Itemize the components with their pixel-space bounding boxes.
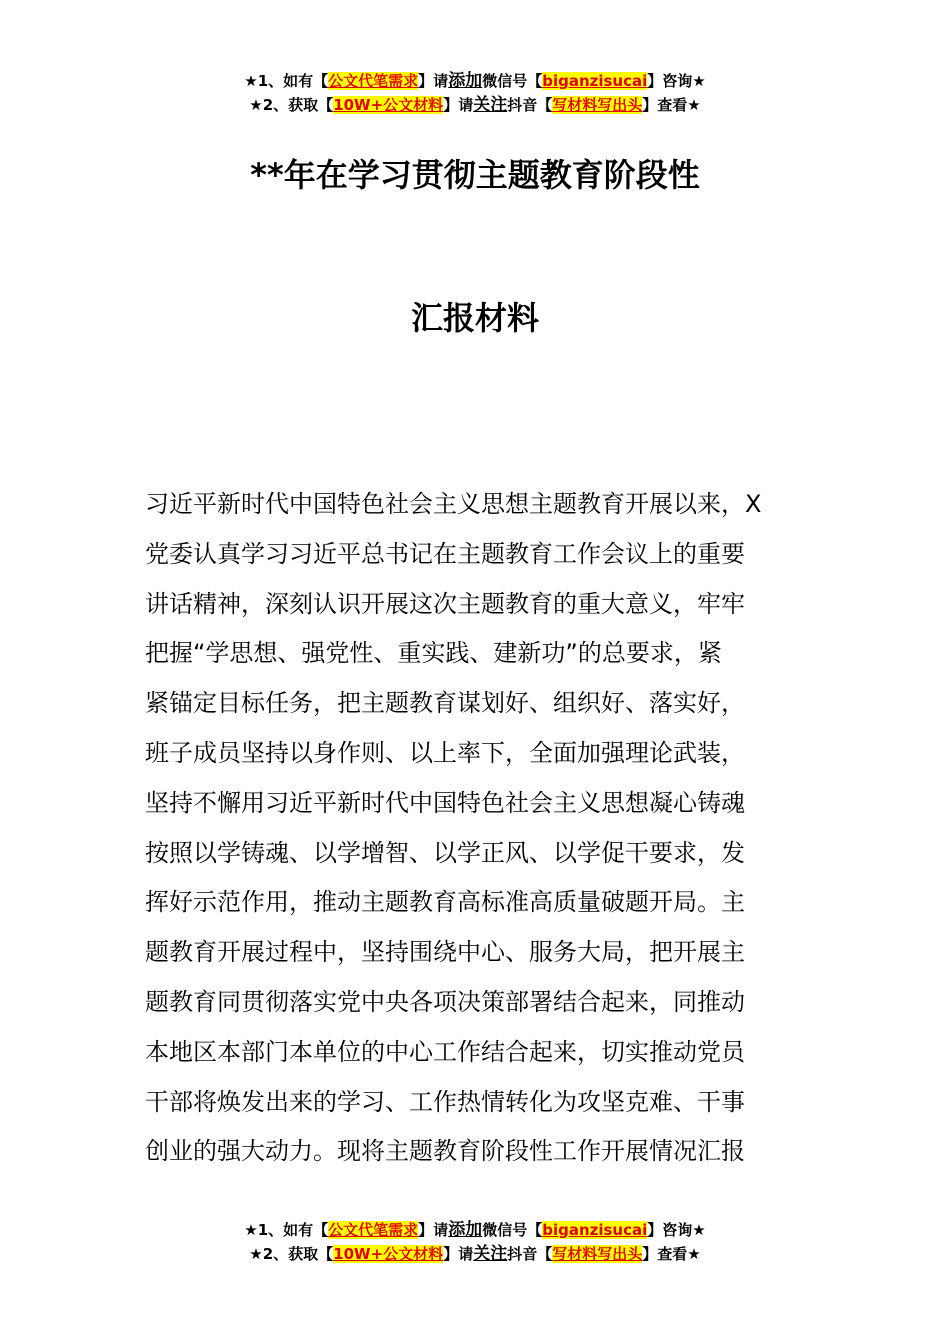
banner-underline: 关注	[473, 95, 508, 115]
banner-line-1	[0, 1218, 950, 1242]
body-line: 挥好示范作用，推动主题教育高标准高质量破题开局。主	[145, 888, 745, 917]
banner-text: 抖音【	[507, 96, 553, 114]
body-line: 班子成员坚持以身作则、以上率下，全面加强理论武装，	[145, 738, 745, 767]
banner-text: 】请	[418, 72, 449, 90]
footer-banner	[0, 1218, 950, 1266]
banner-text: ★2、获取【	[249, 96, 334, 114]
banner-text: ★2、获取【	[249, 1245, 334, 1263]
banner-text: ★1、如有【	[244, 72, 329, 90]
body-line: 题教育同贯彻落实党中央各项决策部署结合起来，同推动	[145, 987, 745, 1016]
document-title-line-1: **年在学习贯彻主题教育阶段性	[250, 156, 700, 194]
body-line: 按照以学铸魂、以学增智、以学正风、以学促干要求，发	[145, 838, 745, 867]
banner-line-2	[0, 93, 950, 117]
header-banner	[0, 69, 950, 117]
banner-highlight: 写材料写出头	[552, 96, 643, 114]
body-line: 创业的强大动力。现将主题教育阶段性工作开展情况汇报	[145, 1137, 745, 1166]
body-line: 干部将焕发出来的学习、工作热情转化为攻坚克难、干事	[145, 1087, 745, 1116]
banner-text: 抖音【	[507, 1245, 553, 1263]
body-line: 习近平新时代中国特色社会主义思想主题教育开展以来，X	[145, 490, 762, 518]
banner-underline: 关注	[473, 1244, 508, 1264]
banner-highlight: 公文代笔需求	[328, 1221, 419, 1239]
body-line: 题教育开展过程中，坚持围绕中心、服务大局，把开展主	[145, 938, 745, 967]
body-line: 党委认真学习习近平总书记在主题教育工作会议上的重要	[145, 539, 745, 568]
body-line: 紧锚定目标任务，把主题教育谋划好、组织好、落实好，	[145, 689, 745, 718]
banner-highlight: 10W+公文材料	[333, 1245, 444, 1263]
body-line: 坚持不懈用习近平新时代中国特色社会主义思想凝心铸魂	[145, 788, 745, 817]
banner-underline: 添加	[448, 1220, 483, 1240]
body-line: 讲话精神，深刻认识开展这次主题教育的重大意义，牢牢	[145, 589, 745, 618]
body-line: 本地区本部门本单位的中心工作结合起来，切实推动党员	[145, 1037, 745, 1066]
banner-highlight: 写材料写出头	[552, 1245, 643, 1263]
banner-text: ★1、如有【	[244, 1221, 329, 1239]
banner-highlight: 公文代笔需求	[328, 72, 419, 90]
banner-text: 】查看★	[642, 1245, 701, 1263]
banner-text: 】咨询★	[647, 1221, 706, 1239]
banner-highlight: biganzisucai	[542, 1221, 648, 1239]
banner-underline: 添加	[448, 71, 483, 91]
banner-text: 】请	[418, 1221, 449, 1239]
banner-text: 微信号【	[482, 72, 543, 90]
banner-line-1	[0, 69, 950, 93]
banner-text: 】咨询★	[647, 72, 706, 90]
banner-highlight: biganzisucai	[542, 72, 648, 90]
banner-text: 】查看★	[642, 96, 701, 114]
banner-line-2	[0, 1242, 950, 1266]
document-title-line-2: 汇报材料	[410, 299, 539, 337]
banner-text: 微信号【	[482, 1221, 543, 1239]
body-paragraph	[145, 480, 815, 1177]
banner-highlight: 10W+公文材料	[333, 96, 444, 114]
banner-text: 】请	[443, 1245, 474, 1263]
banner-text: 】请	[443, 96, 474, 114]
body-line: 把握“学思想、强党性、重实践、建新功”的总要求，紧	[145, 639, 722, 668]
